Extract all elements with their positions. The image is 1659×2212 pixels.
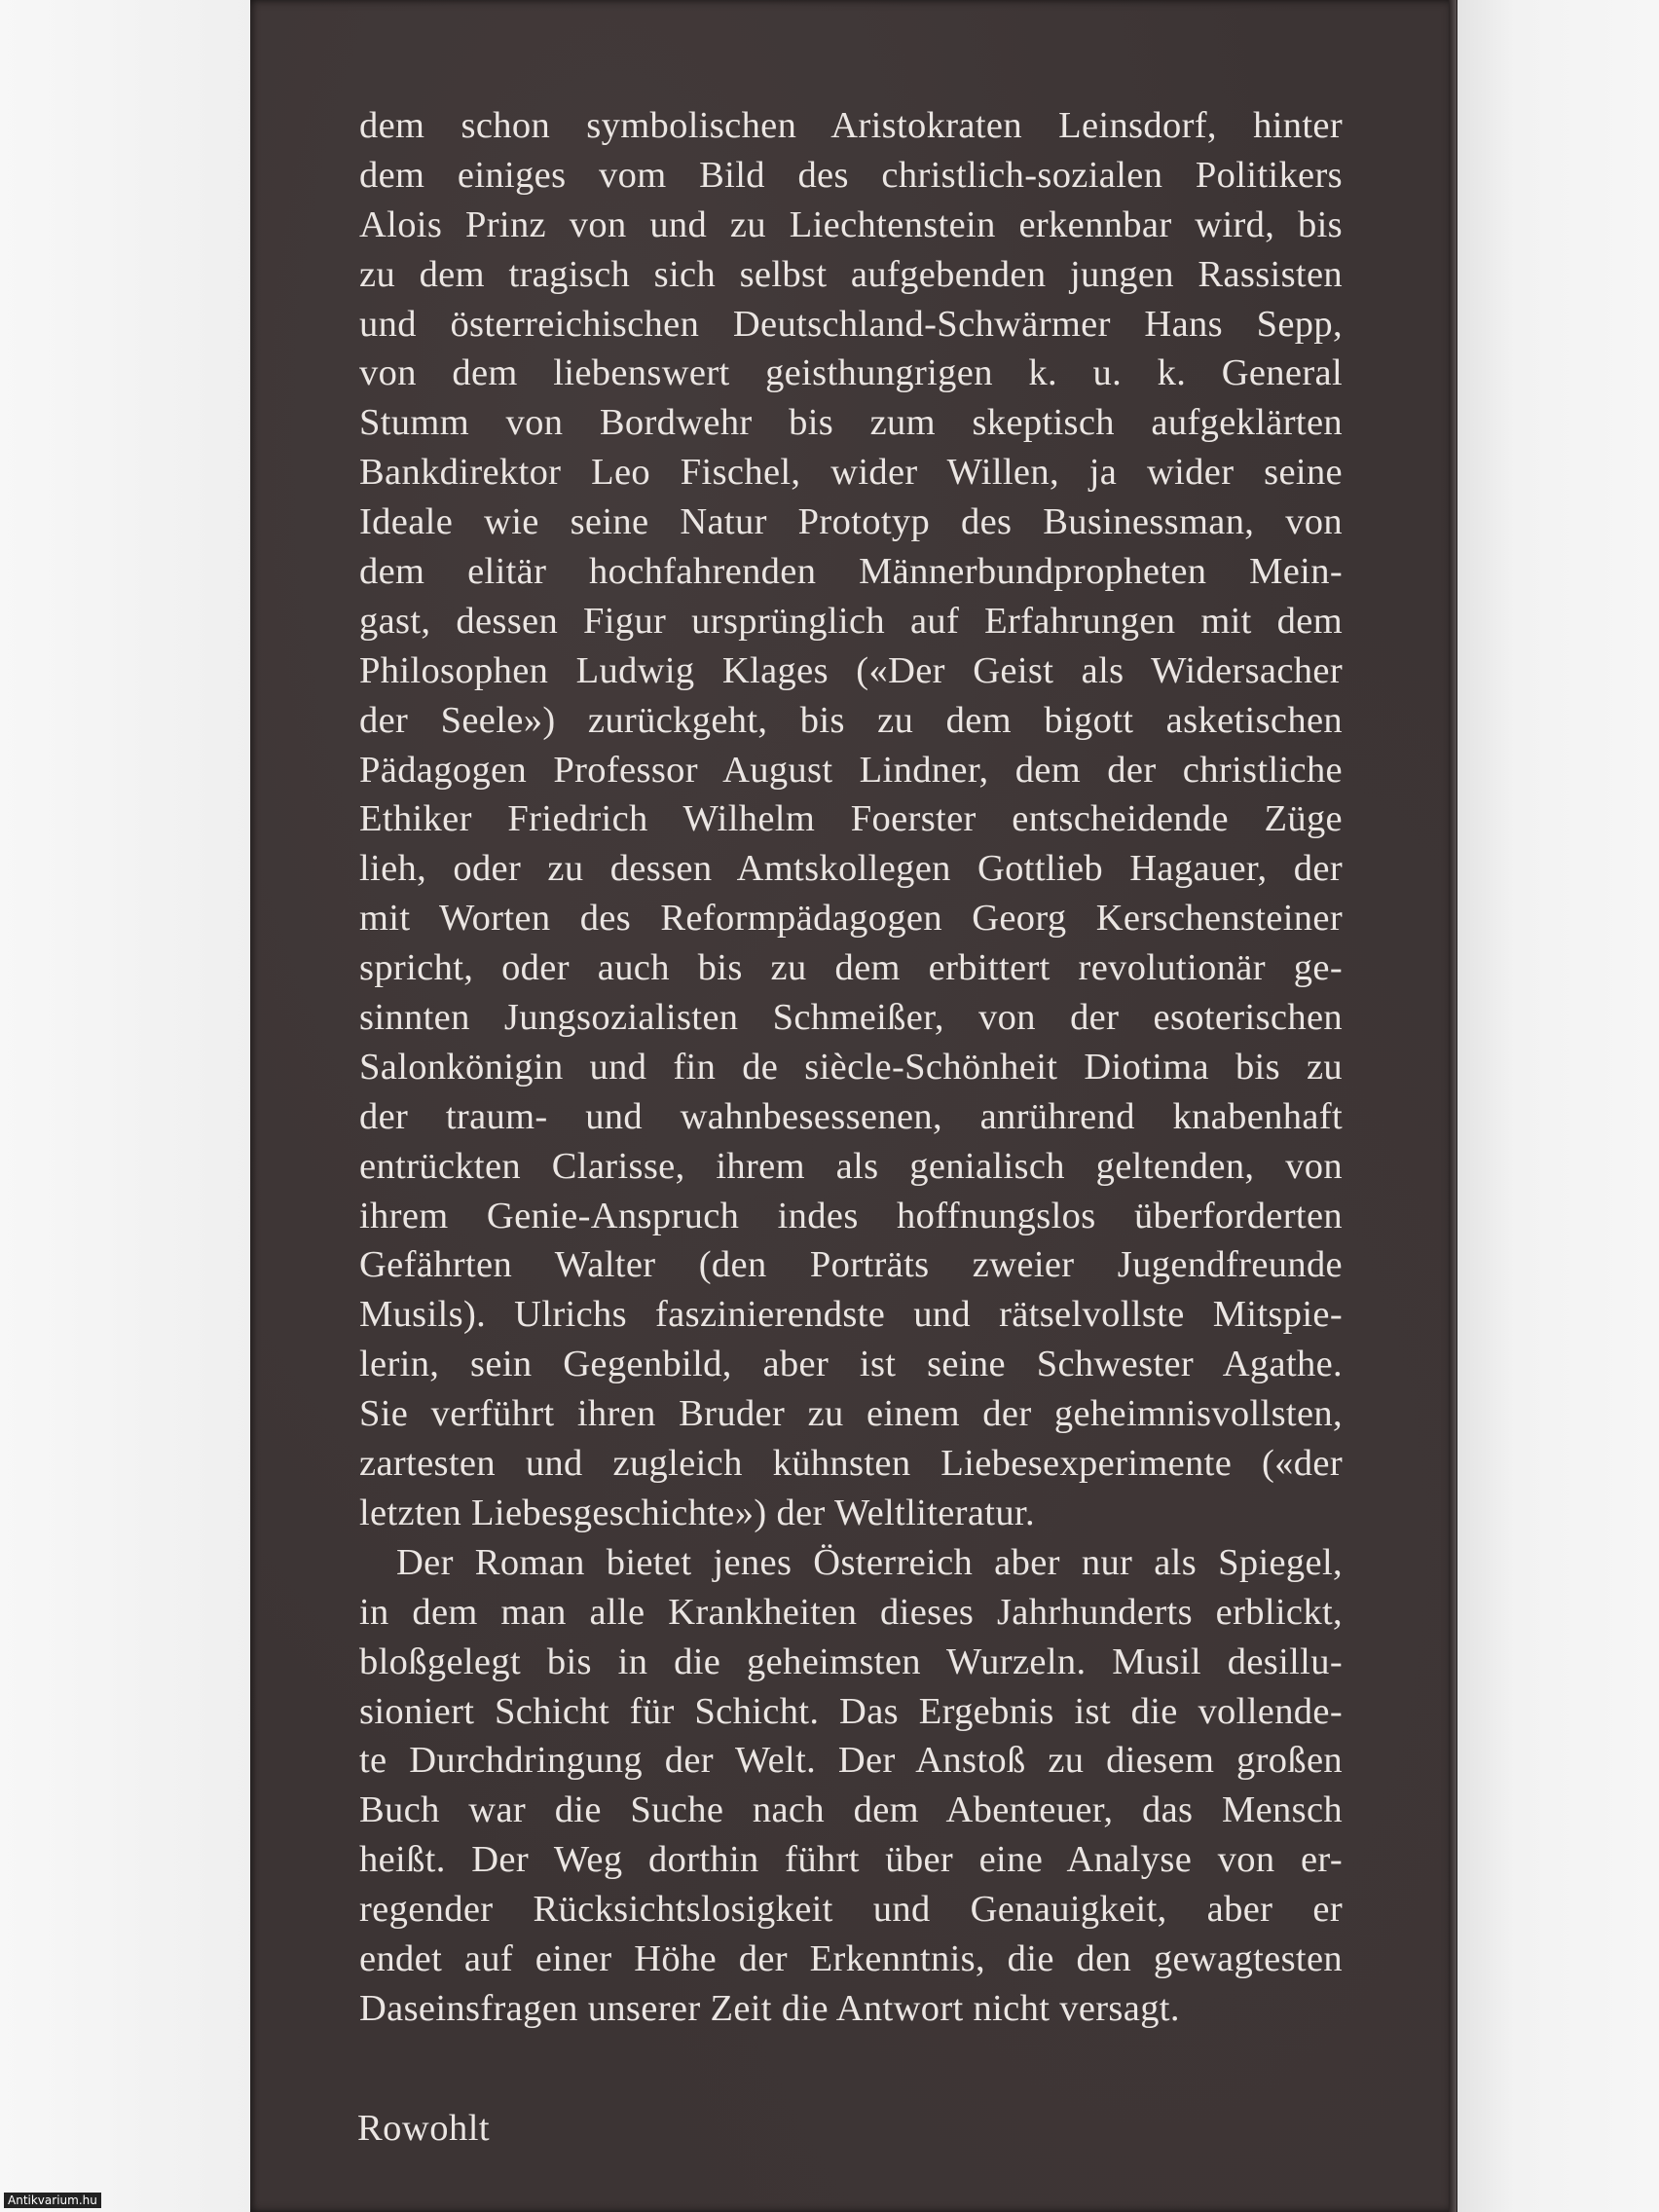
text-line: sioniert Schicht für Schicht. Das Ergebnis ist die vollende-	[359, 1690, 1343, 1732]
left-page-background	[0, 0, 253, 2212]
text-line: regender Rücksichtslosigkeit und Genauigkeit, aber er	[359, 1889, 1343, 1931]
text-line: Alois Prinz von und zu Liechtenstein erkennbar wird, bis	[359, 203, 1343, 245]
text-line: letzten Liebesgeschichte») der Weltliteratur.	[359, 1492, 1035, 1533]
text-line: Gefährten Walter (den Porträts zweier Jugendfreunde	[359, 1244, 1343, 1286]
right-page-background	[1453, 0, 1659, 2212]
text-line: spricht, oder auch bis zu dem erbittert revolutionär ge-	[359, 947, 1343, 989]
watermark-label: Antikvarium.hu	[4, 2193, 101, 2208]
text-line: zartesten und zugleich kühnsten Liebesexperimente («der	[359, 1443, 1343, 1485]
text-line: Salonkönigin und fin de siècle-Schönheit Diotima bis zu	[359, 1046, 1343, 1088]
text-line: mit Worten des Reformpädagogen Georg Kerschensteiner	[359, 898, 1343, 940]
text-line: lieh, oder zu dessen Amtskollegen Gottlieb Hagauer, der	[359, 848, 1343, 890]
text-line: Bankdirektor Leo Fischel, wider Willen, ja wider seine	[359, 452, 1343, 494]
text-line: Der Roman bietet jenes Österreich aber nur als Spiegel,	[396, 1541, 1343, 1583]
text-line: Sie verführt ihren Bruder zu einem der geheimnisvollsten,	[359, 1393, 1343, 1435]
text-line: heißt. Der Weg dorthin führt über eine Analyse von er-	[359, 1839, 1343, 1881]
text-line: der Seele») zurückgeht, bis zu dem bigott asketischen	[359, 699, 1343, 741]
text-line: sinnten Jungsozialisten Schmeißer, von der esoterischen	[359, 997, 1343, 1039]
text-line: Pädagogen Professor August Lindner, dem der christliche	[359, 749, 1343, 791]
blurb-text	[359, 101, 1343, 2034]
text-line: Daseinsfragen unserer Zeit die Antwort nicht versagt.	[359, 1987, 1180, 2029]
text-line: Stumm von Bordwehr bis zum skeptisch aufgeklärten	[359, 402, 1343, 444]
text-line: Philosophen Ludwig Klages («Der Geist als Widersacher	[359, 649, 1343, 691]
jacket-edge	[1449, 0, 1456, 2212]
text-line: dem schon symbolischen Aristokraten Leinsdorf, hinter	[359, 105, 1343, 146]
text-line: ihrem Genie-Anspruch indes hoffnungslos überforderten	[359, 1195, 1343, 1236]
text-line: entrückten Clarisse, ihrem als genialisch geltenden, von	[359, 1145, 1343, 1187]
text-line: dem einiges vom Bild des christlich-sozialen Politikers	[359, 154, 1343, 196]
text-line: Ethiker Friedrich Wilhelm Foerster entscheidende Züge	[359, 798, 1343, 840]
text-line: Musils). Ulrichs faszinierendste und rätselvollste Mitspie-	[359, 1294, 1343, 1336]
text-line: te Durchdringung der Welt. Der Anstoß zu diesem großen	[359, 1740, 1343, 1782]
text-line: bloßgelegt bis in die geheimsten Wurzeln. Musil desillu-	[359, 1641, 1343, 1682]
text-line: der traum- und wahnbesessenen, anrührend knabenhaft	[359, 1095, 1343, 1137]
text-line: von dem liebenswert geisthungrigen k. u. k. General	[359, 352, 1343, 394]
text-line: dem elitär hochfahrenden Männerbundpropheten Mein-	[359, 551, 1343, 593]
text-line: lerin, sein Gegenbild, aber ist seine Schwester Agathe.	[359, 1344, 1343, 1385]
text-line: gast, dessen Figur ursprünglich auf Erfahrungen mit dem	[359, 600, 1343, 642]
text-line: zu dem tragisch sich selbst aufgebenden jungen Rassisten	[359, 253, 1343, 295]
text-line: Buch war die Suche nach dem Abenteuer, das Mensch	[359, 1789, 1343, 1831]
text-line: endet auf einer Höhe der Erkenntnis, die den gewagtesten	[359, 1937, 1343, 1979]
text-line: Ideale wie seine Natur Prototyp des Businessman, von	[359, 501, 1343, 543]
text-line: und österreichischen Deutschland-Schwärmer Hans Sepp,	[359, 303, 1343, 345]
text-line: in dem man alle Krankheiten dieses Jahrhunderts erblickt,	[359, 1591, 1343, 1633]
publisher-name: Rowohlt	[357, 2108, 491, 2149]
